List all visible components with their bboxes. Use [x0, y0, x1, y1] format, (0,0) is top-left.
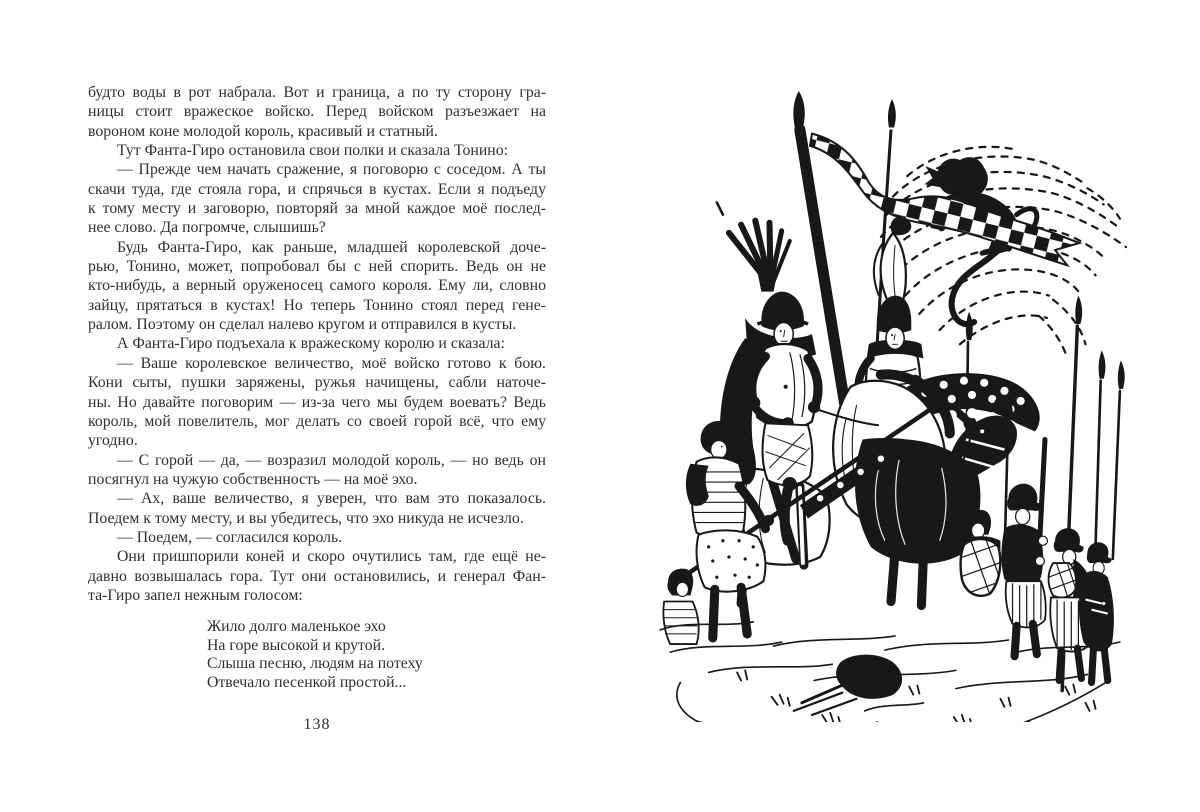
- verse-line: Слыша песню, людям на потеху: [207, 655, 423, 673]
- verse-line: Отвечало песенкой простой...: [207, 674, 407, 692]
- small-figure: [663, 569, 699, 644]
- paragraphs-container: [88, 83, 546, 605]
- text-line: вороном коне молодой король, красивый и статный.: [88, 122, 438, 140]
- text-line: будто воды в рот набрала. Вот и граница, а по ту сторону гра-: [88, 84, 546, 101]
- text-line: Будь Фанта-Гиро, как раньше, младшей королевской доче-: [117, 238, 546, 256]
- text-line: король, мой повелитель, мог делать со своей горой всё, что ему: [88, 412, 546, 430]
- verse-block: [207, 618, 546, 692]
- verse-line: На горе высокой и крутой.: [207, 636, 386, 654]
- text-line: угодно.: [88, 432, 138, 450]
- text-line: рью, Тонино, может, попробовал бы с ней спорить. Ведь он не: [88, 258, 546, 276]
- text-line: Тут Фанта-Гиро остановила свои полки и сказала Тонино:: [117, 142, 509, 160]
- text-line: ралом. Поэтому он сделал налево кругом и отправился в кусты.: [88, 316, 517, 334]
- text-line: — Поедем, — согласился король.: [117, 528, 343, 546]
- text-line: — Ваше королевское величество, моё войско готово к бою.: [117, 354, 546, 372]
- text-line: Они пришпорили коней и скоро очутились там, где ещё не-: [117, 548, 546, 566]
- left-page: [88, 83, 546, 693]
- text-line: Поедем к тому месту, и вы убедитесь, что эхо никуда не исчезло.: [88, 509, 524, 527]
- text-line: Кони сыты, пушки заряжены, ружья начищены, сабли наточе-: [88, 374, 546, 392]
- text-line: посягнул на чужую собственность — на моё эхо.: [88, 470, 418, 488]
- verse-line: Жило долго маленькое эхо: [207, 618, 386, 636]
- hill: [660, 622, 1120, 722]
- text-line: давно возвышалась гора. Тут они остановились, и генерал Фан-: [88, 567, 546, 585]
- foot-soldiers-right: [952, 484, 1114, 683]
- text-line: кто-нибудь, а верный оруженосец самого короля. Ему ли, словно: [88, 277, 546, 295]
- text-line: к тому месту и заговорю, повторяй за мной каждое моё послед-: [88, 200, 546, 218]
- text-line: — Прежде чем начать сражение, я поговорю с соседом. А ты: [117, 161, 546, 179]
- text-line: скачи туда, где стояла гора, и спрячься в кустах. Если я подъеду: [88, 180, 546, 198]
- lion-flag: [881, 147, 1126, 359]
- text-line: А Фанта-Гиро подъехала к вражескому королю и сказала:: [117, 335, 505, 353]
- text-line: зайцу, прятаться в кустах! Но теперь Тонино стоял перед гене-: [88, 296, 546, 314]
- illustration: [652, 82, 1128, 722]
- text-line: ницы стоит вражеское войско. Перед войском разъезжает на: [88, 103, 546, 121]
- text-line: нее слово. Да погромче, слышишь?: [88, 219, 326, 237]
- page-number: 138: [303, 716, 331, 733]
- text-line: ны. Но давайте поговорим — из-за чего мы будем воевать? Ведь: [88, 393, 546, 411]
- text-line: — С горой — да, — возразил молодой король, — но ведь он: [117, 451, 546, 469]
- text-line: та-Гиро запел нежным голосом:: [88, 586, 303, 604]
- text-line: — Ах, ваше величество, я уверен, что вам это показалось.: [117, 490, 546, 508]
